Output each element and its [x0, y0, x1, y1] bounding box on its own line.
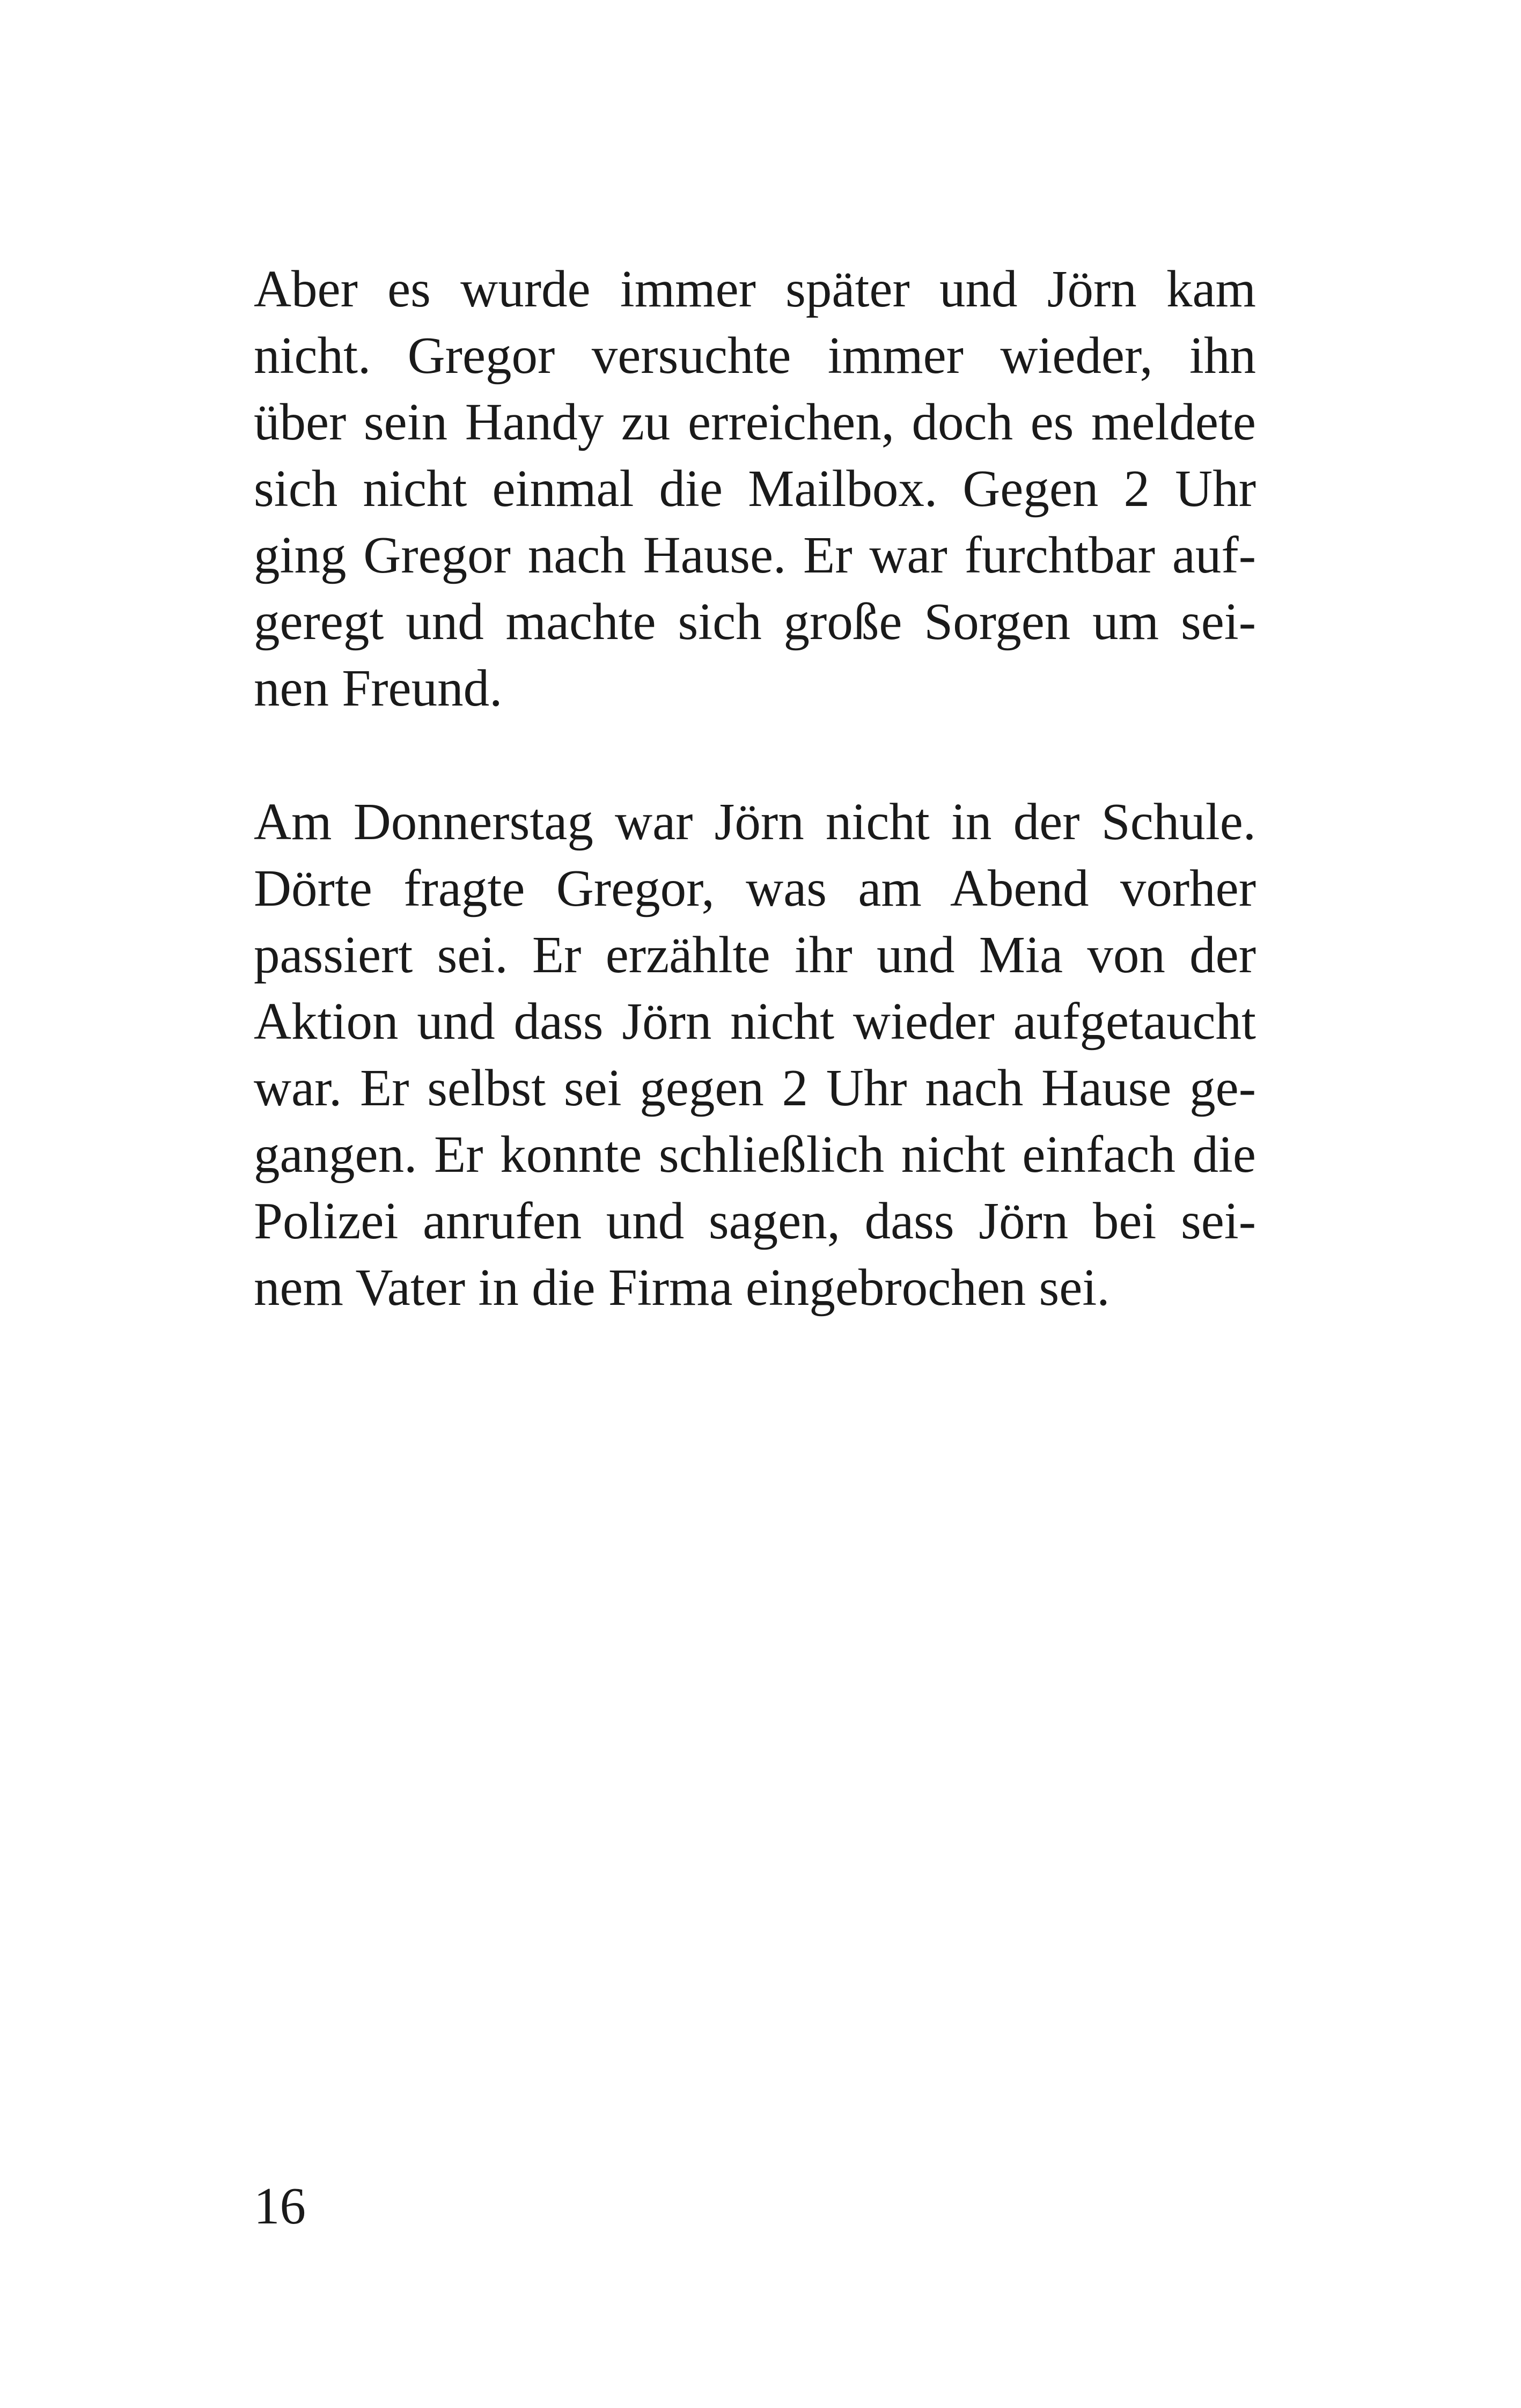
paragraph-line: ging Gregor nach Hause. Er war furchtbar auf-: [254, 526, 1256, 584]
paragraph-1: [254, 256, 1256, 722]
paragraph-line: Polizei anrufen und sagen, dass Jörn bei sei-: [254, 1192, 1256, 1250]
paragraph-line: geregt und machte sich große Sorgen um sei-: [254, 593, 1256, 650]
paragraph-line: Am Donnerstag war Jörn nicht in der Schule.: [254, 793, 1256, 850]
page-number: 16: [254, 2177, 306, 2235]
paragraph-line: war. Er selbst sei gegen 2 Uhr nach Hause ge-: [254, 1059, 1256, 1117]
paragraph-line: nen Freund.: [254, 659, 503, 717]
paragraph-2: [254, 789, 1256, 1321]
paragraph-line: nicht. Gregor versuchte immer wieder, ihn: [254, 327, 1256, 384]
paragraph-line: Dörte fragte Gregor, was am Abend vorher: [254, 860, 1256, 917]
paragraph-line: sich nicht einmal die Mailbox. Gegen 2 Uhr: [254, 460, 1256, 517]
paragraph-line: Aber es wurde immer später und Jörn kam: [254, 260, 1256, 318]
paragraph-line: nem Vater in die Firma eingebrochen sei.: [254, 1259, 1110, 1316]
paragraph-line: passiert sei. Er erzählte ihr und Mia von der: [254, 926, 1256, 983]
paragraph-line: gangen. Er konnte schließlich nicht einfach die: [254, 1126, 1256, 1183]
paragraph-line: Aktion und dass Jörn nicht wieder aufgetaucht: [254, 993, 1256, 1050]
paragraph-line: über sein Handy zu erreichen, doch es meldete: [254, 393, 1256, 451]
